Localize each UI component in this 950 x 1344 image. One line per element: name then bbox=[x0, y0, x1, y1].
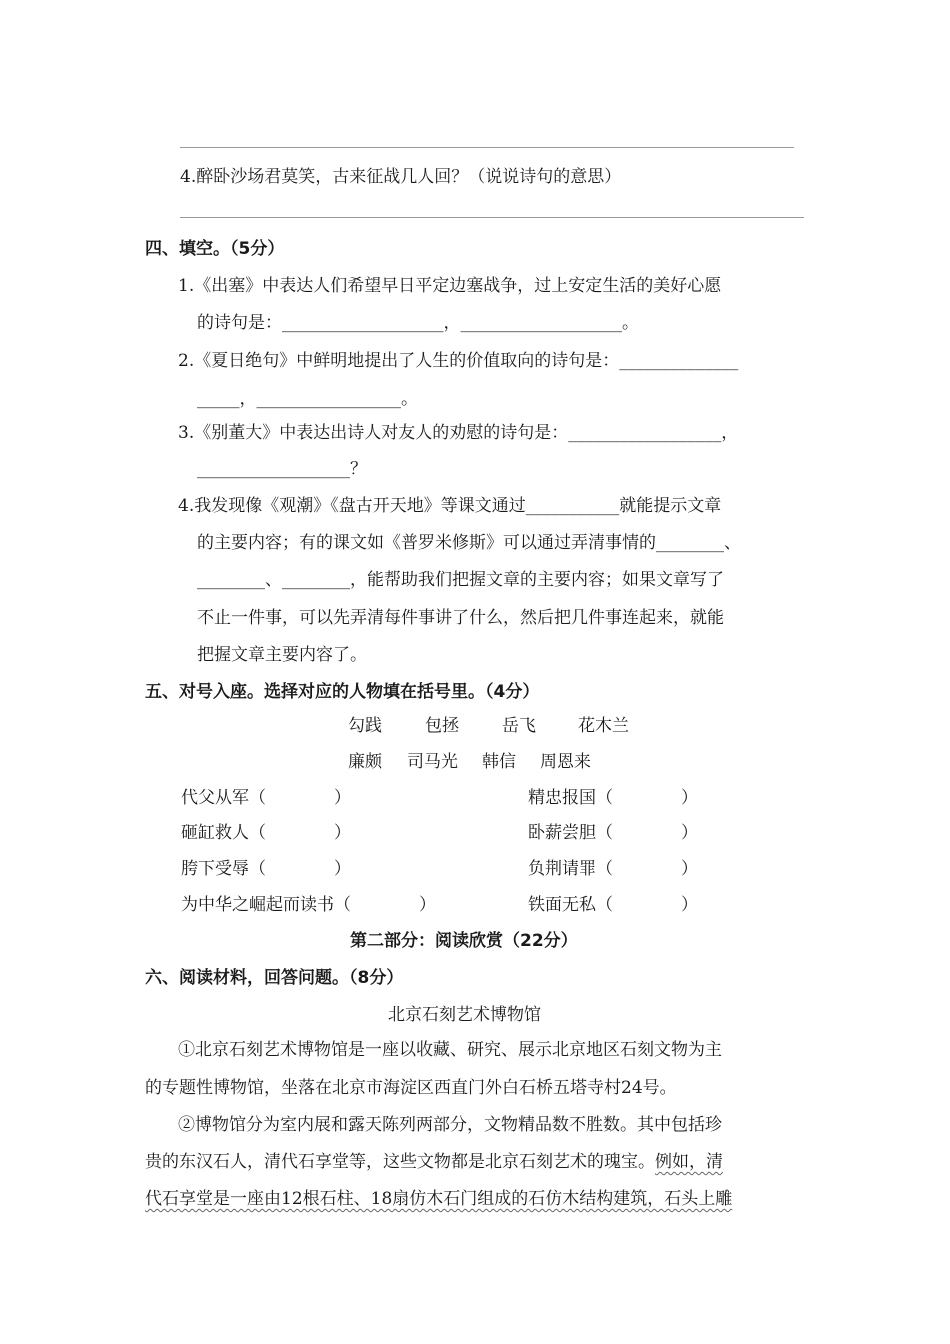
fill-item-2-line1[interactable]: 2.《夏日绝句》中鲜明地提出了人生的价值取向的诗句是：______________ bbox=[178, 351, 739, 371]
question-4-text: 4.醉卧沙场君莫笑，古来征战几人回？（说说诗句的意思） bbox=[180, 167, 622, 187]
answer-line bbox=[180, 217, 804, 218]
wavy-underlined-text: 例如，清 bbox=[655, 1152, 723, 1172]
fill-item-3-line1[interactable]: 3.《别董大》中表达出诗人对友人的劝慰的诗句是：__________________， bbox=[178, 423, 739, 443]
fill-item-1-line2[interactable]: 的诗句是：___________________，___________________。 bbox=[197, 313, 639, 333]
match-item-left[interactable]: 胯下受辱（ ） bbox=[181, 859, 351, 879]
section-5-heading: 五、对号入座。选择对应的人物填在括号里。（4分） bbox=[145, 682, 540, 702]
name-option: 花木兰 bbox=[578, 716, 629, 736]
match-item-right[interactable]: 铁面无私（ ） bbox=[528, 895, 698, 915]
fill-item-4-line5: 把握文章主要内容了。 bbox=[197, 645, 367, 665]
fill-item-3-line2[interactable]: __________________？ bbox=[197, 459, 367, 479]
passage-paragraph-2-line1: ②博物馆分为室内展和露天陈列两部分，文物精品数不胜数。其中包括珍 bbox=[178, 1115, 722, 1135]
section-4-heading: 四、填空。（5分） bbox=[145, 239, 285, 259]
name-option: 韩信 bbox=[482, 752, 516, 772]
name-option: 勾践 bbox=[348, 716, 382, 736]
match-item-left[interactable]: 为中华之崛起而读书（ ） bbox=[181, 895, 436, 915]
name-option: 廉颇 bbox=[348, 752, 382, 772]
match-item-right[interactable]: 精忠报国（ ） bbox=[528, 788, 698, 808]
fill-item-4-line1[interactable]: 4.我发现像《观潮》《盘古开天地》等课文通过___________就能提示文章 bbox=[178, 496, 722, 516]
match-item-left[interactable]: 代父从军（ ） bbox=[181, 788, 351, 808]
passage-text: 贵的东汉石人，清代石享堂等，这些文物都是北京石刻艺术的瑰宝。 bbox=[145, 1152, 655, 1172]
passage-title: 北京石刻艺术博物馆 bbox=[388, 1005, 541, 1025]
passage-paragraph-2-line3: 代石享堂是一座由12根石柱、18扇仿木石门组成的石仿木结构建筑，石头上雕 bbox=[145, 1189, 733, 1209]
part-2-title: 第二部分：阅读欣赏（22分） bbox=[350, 931, 578, 951]
answer-line bbox=[180, 147, 794, 148]
match-item-right[interactable]: 负荆请罪（ ） bbox=[528, 859, 698, 879]
passage-paragraph-1-line1: ①北京石刻艺术博物馆是一座以收藏、研究、展示北京地区石刻文物为主 bbox=[178, 1040, 722, 1060]
passage-paragraph-1-line2: 的专题性博物馆，坐落在北京市海淀区西直门外白石桥五塔寺村24号。 bbox=[145, 1078, 677, 1098]
passage-paragraph-2-line2 bbox=[145, 1147, 723, 1172]
name-option: 周恩来 bbox=[540, 752, 591, 772]
fill-item-4-line4: 不止一件事，可以先弄清每件事讲了什么，然后把几件事连起来，就能 bbox=[197, 608, 724, 628]
name-option: 岳飞 bbox=[502, 716, 536, 736]
fill-item-4-line2[interactable]: 的主要内容；有的课文如《普罗米修斯》可以通过弄清事情的________、 bbox=[197, 533, 741, 553]
name-option: 司马光 bbox=[407, 752, 458, 772]
fill-item-4-line3[interactable]: ________、________，能帮助我们把握文章的主要内容；如果文章写了 bbox=[197, 570, 724, 590]
section-6-heading: 六、阅读材料，回答问题。（8分） bbox=[145, 968, 404, 988]
fill-item-2-line2[interactable]: _____，_________________。 bbox=[197, 389, 418, 409]
match-item-left[interactable]: 砸缸救人（ ） bbox=[181, 823, 351, 843]
name-option: 包拯 bbox=[425, 716, 459, 736]
fill-item-1-line1: 1.《出塞》中表达人们希望早日平定边塞战争，过上安定生活的美好心愿 bbox=[178, 276, 722, 296]
match-item-right[interactable]: 卧薪尝胆（ ） bbox=[528, 823, 698, 843]
